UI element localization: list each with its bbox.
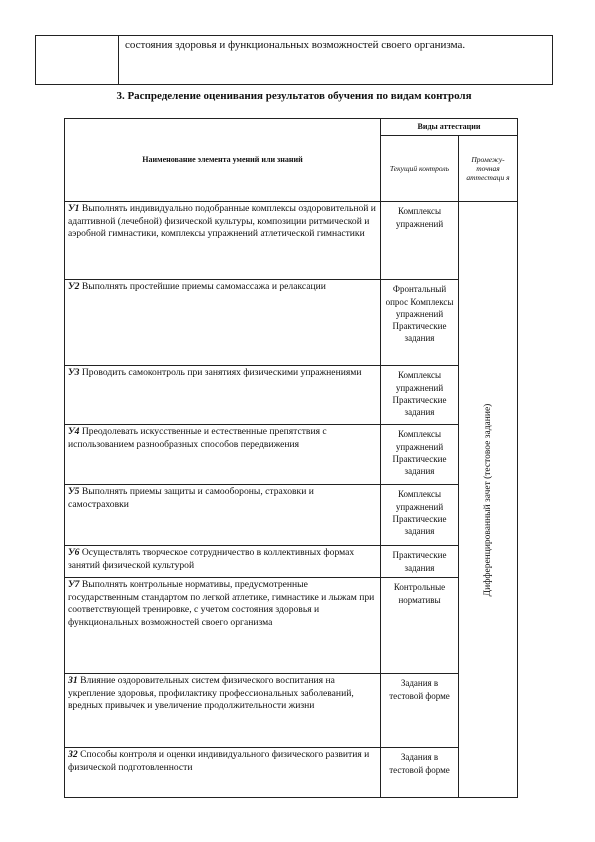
element-text: Преодолевать искусственные и естественные препятствия с использованием разнообразных способов передвижения xyxy=(68,426,327,450)
element-code: З1 xyxy=(68,675,78,687)
table-row xyxy=(65,202,518,280)
element-text: Выполнять приемы защиты и самообороны, страховки и самостраховки xyxy=(68,486,314,510)
assessment-distribution-table xyxy=(64,118,518,798)
element-code: У3 xyxy=(68,367,80,379)
control-cell: Практические задания xyxy=(381,546,459,578)
previous-page-table-row xyxy=(35,35,553,85)
element-code: У4 xyxy=(68,426,80,438)
section-heading: 3. Распределение оценивания результатов обучения по видам контроля xyxy=(116,90,472,102)
element-cell xyxy=(65,366,381,425)
element-cell xyxy=(65,425,381,485)
element-code: У6 xyxy=(68,547,80,559)
element-code: У2 xyxy=(68,281,80,293)
element-cell xyxy=(65,748,381,798)
col-header-current: Текущий контроль xyxy=(381,136,459,202)
element-code: У1 xyxy=(68,203,80,215)
intermediate-cell xyxy=(459,202,518,798)
table-row xyxy=(65,674,518,748)
element-code: З2 xyxy=(68,749,78,761)
element-text: Осуществлять творческое сотрудничество в коллективных формах занятий физической культурой xyxy=(68,547,355,571)
element-cell xyxy=(65,674,381,748)
element-cell xyxy=(65,202,381,280)
table-row xyxy=(65,366,518,425)
table-row xyxy=(65,280,518,366)
table-row xyxy=(65,546,518,578)
top-left-cell xyxy=(36,36,119,85)
element-code: У5 xyxy=(68,486,80,498)
control-cell: Фронтальный опрос Комплексы упражнений Практические задания xyxy=(381,280,459,366)
element-text: Выполнять простейшие приемы самомассажа и релаксации xyxy=(79,281,326,293)
element-cell xyxy=(65,546,381,578)
element-cell xyxy=(65,578,381,674)
element-text: Проводить самоконтроль при занятиях физическими упражнениями xyxy=(79,367,362,379)
element-text: Влияние оздоровительных систем физического воспитания на укрепление здоровья, профилактику профессиональных заболеваний, вредных привычек и увеличение продолжительности жизни xyxy=(68,675,354,712)
top-text-cell: состояния здоровья и функциональных возможностей своего организма. xyxy=(119,36,553,85)
table-row xyxy=(65,425,518,485)
control-cell: Задания в тестовой форме xyxy=(381,674,459,748)
col-header-intermediate: Промежу-точная аттестаци я xyxy=(459,136,518,202)
table-row xyxy=(65,748,518,798)
element-cell xyxy=(65,280,381,366)
element-text: Способы контроля и оценки индивидуального физического развития и физической подготовленности xyxy=(68,749,370,773)
control-cell: Комплексы упражнений xyxy=(381,202,459,280)
control-cell: Комплексы упражнений Практические задания xyxy=(381,425,459,485)
control-cell: Комплексы упражнений Практические задания xyxy=(381,366,459,425)
element-text: Выполнять индивидуально подобранные комплексы оздоровительной и адаптивной (лечебной) физической культуры, композиции ритмической и аэробной гимнастики, комплексы упражнений атлетической гимнастики xyxy=(68,203,376,240)
element-cell xyxy=(65,485,381,546)
table-row xyxy=(65,485,518,546)
element-text: Выполнять контрольные нормативы, предусмотренные государственным стандартом по легкой атлетике, гимнастике и лыжам при соответствующей тренировке, с учетом состояния здоровья и функциональных возможностей своего организма xyxy=(68,579,375,628)
element-code: У7 xyxy=(68,579,80,591)
intermediate-value: Дифференцированный зачет (тестовое задание) xyxy=(482,403,493,597)
control-cell: Задания в тестовой форме xyxy=(381,748,459,798)
table-row xyxy=(65,578,518,674)
control-cell: Комплексы упражнений Практические задания xyxy=(381,485,459,546)
control-cell: Контрольные нормативы xyxy=(381,578,459,674)
col-header-name: Наименование элемента умений или знаний xyxy=(65,119,381,202)
col-header-types: Виды аттестации xyxy=(381,119,518,136)
